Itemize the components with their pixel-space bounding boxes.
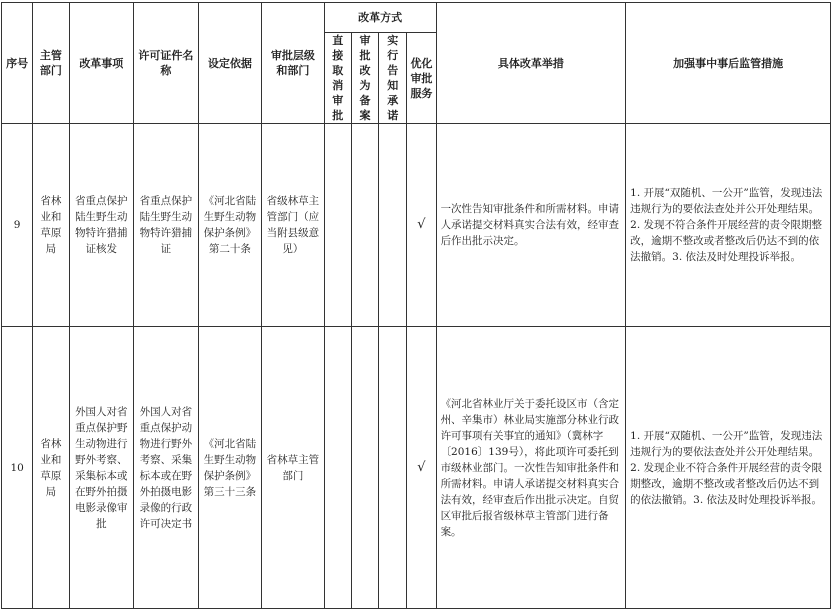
header-level: 审批层级和部门 [262,3,325,124]
header-mode-cancel: 直接取消审批 [324,33,351,124]
header-seq: 序号 [2,3,33,124]
row-license: 省重点保护陆生野生动物特许猎捕证 [134,124,199,327]
table-row [2,124,831,327]
row-basis: 《河北省陆生野生动物保护条例》第三十三条 [198,327,262,609]
header-dept: 主管部门 [33,3,69,124]
row-license: 外国人对省重点保护动物进行野外考察、采集标本或在野外拍摄电影录像的行政许可决定书 [134,327,199,609]
row-mode-cancel [324,327,351,609]
table-row [2,327,831,609]
row-level: 省级林草主管部门（应当附县级意见） [262,124,325,327]
header-basis: 设定依据 [198,3,262,124]
row-mode-commitment [379,124,407,327]
row-basis: 《河北省陆生野生动物保护条例》第二十条 [198,124,262,327]
header-item: 改革事项 [69,3,134,124]
header-supervision: 加强事中事后监管措施 [626,3,831,124]
row-dept: 省林业和草原局 [33,124,69,327]
row-mode-filing [351,327,378,609]
header-mode-group: 改革方式 [324,3,436,33]
row-mode-optimize: √ [407,124,436,327]
row-seq: 9 [2,124,33,327]
row-mode-filing [351,124,378,327]
header-mode-filing: 审批改为备案 [351,33,378,124]
row-mode-cancel [324,124,351,327]
row-item: 省重点保护陆生野生动物特许猎捕证核发 [69,124,134,327]
row-seq: 10 [2,327,33,609]
header-measures: 具体改革举措 [436,3,626,124]
header-mode-commitment: 实行告知承诺 [379,33,407,124]
row-mode-optimize: √ [407,327,436,609]
row-dept: 省林业和草原局 [33,327,69,609]
row-measures: 《河北省林业厅关于委托设区市（含定州、辛集市）林业局实施部分林业行政许可事项有关事宜的通知》（冀林字〔2016〕139号），将此项许可委托到市级林业部门。一次性告知审批条件和所需材料。申请人承诺提交材料真实合法有效，经审查后作出批示决定。自贸区审批后报省级林草主管部门进行备案。 [436,327,626,609]
header-license: 许可证件名称 [134,3,199,124]
row-measures: 一次性告知审批条件和所需材料。申请人承诺提交材料真实合法有效，经审查后作出批示决定。 [436,124,626,327]
row-item: 外国人对省重点保护野生动物进行野外考察、采集标本或在野外拍摄电影录像审批 [69,327,134,609]
row-mode-commitment [379,327,407,609]
reform-table [1,2,831,609]
row-supervision: 1. 开展“双随机、一公开”监管，发现违法违规行为的要依法查处并公开处理结果。2. 发现企业不符合条件开展经营的责令限期整改，逾期不整改或者整改后仍达不到的依法撤销。3. 依法及时处理投诉举报。 [626,327,831,609]
row-level: 省林草主管部门 [262,327,325,609]
row-supervision: 1. 开展“双随机、一公开”监管，发现违法违规行为的要依法查处并公开处理结果。2. 发现不符合条件开展经营的责令限期整改，逾期不整改或者整改后仍达不到的依法撤销。3. 依法及时处理投诉举报。 [626,124,831,327]
header-mode-optimize: 优化审批服务 [407,33,436,124]
